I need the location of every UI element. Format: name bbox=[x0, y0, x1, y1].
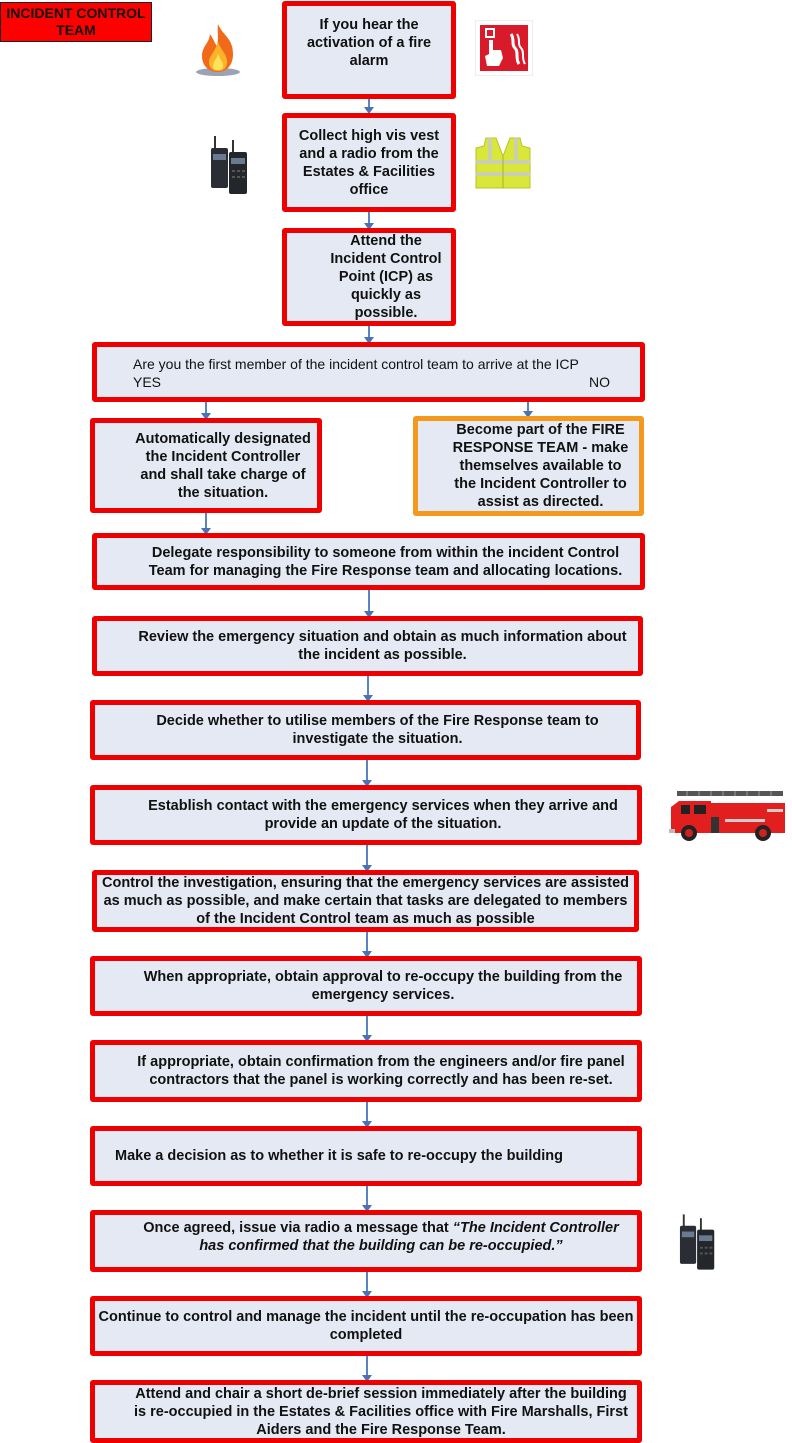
step-issue-radio-message bbox=[90, 1210, 642, 1272]
step-control-investigation bbox=[92, 870, 639, 932]
step-continue-control bbox=[90, 1296, 642, 1356]
step-text: When appropriate, obtain approval to re-occupy the building from the emergency services. bbox=[143, 969, 623, 1003]
step-attend-icp bbox=[282, 228, 456, 326]
step-designated-incident-controller bbox=[90, 418, 322, 513]
step-debrief-session bbox=[90, 1380, 642, 1443]
two-way-radio-icon bbox=[679, 1212, 719, 1272]
step-text: Establish contact with the emergency services when they arrive and provide an update of the situation. bbox=[148, 798, 618, 832]
step-text: Control the investigation, ensuring that the emergency services are assisted as much as possible, and make certain that tasks are delegated to members of the Incident Control team as much as possible bbox=[102, 875, 629, 927]
decision-question-text: Are you the first member of the incident control team to arrive at the ICP bbox=[133, 356, 579, 372]
step-text: Attend and chair a short de-brief session immediately after the building is re-occupied in the Estates & Facilities office with Fire Marshalls, First Aiders and the Fire Response Team. bbox=[134, 1385, 628, 1438]
flow-arrow bbox=[368, 590, 370, 616]
step-text: Make a decision as to whether it is safe to re-occupy the building bbox=[115, 1148, 563, 1164]
step-decide-fire-response bbox=[90, 700, 641, 760]
step-join-fire-response-team bbox=[413, 416, 644, 516]
step-text: Automatically designated the Incident Controller and shall take charge of the situation. bbox=[135, 430, 311, 501]
flow-arrow bbox=[366, 1102, 368, 1126]
fire-icon bbox=[193, 22, 243, 78]
step-text: Review the emergency situation and obtain as much information about the incident as possible. bbox=[138, 629, 627, 663]
flow-arrow bbox=[366, 1272, 368, 1296]
step-text: Collect high vis vest and a radio from the Estates & Facilities office bbox=[298, 127, 440, 198]
step-review-situation bbox=[92, 616, 643, 676]
step-text: Attend the Incident Control Point (ICP) as quickly as possible. bbox=[330, 233, 442, 321]
step-text: Delegate responsibility to someone from within the incident Control Team for managing the Fire Response team and allocating locations. bbox=[148, 544, 623, 579]
decision-first-member bbox=[92, 342, 645, 402]
step-text: If you hear the activation of a fire alarm bbox=[306, 17, 432, 69]
step-hear-fire-alarm bbox=[282, 1, 456, 99]
flow-arrow-no bbox=[527, 402, 529, 416]
step-decide-safe-reoccupy bbox=[90, 1126, 642, 1186]
step-panel-confirmation bbox=[90, 1040, 642, 1102]
flow-arrow bbox=[366, 1356, 368, 1380]
step-text bbox=[135, 1219, 627, 1255]
flow-arrow bbox=[366, 1186, 368, 1210]
flow-arrow bbox=[366, 932, 368, 956]
step-delegate-responsibility bbox=[92, 533, 645, 590]
decision-yes-label: YES bbox=[133, 374, 162, 390]
flow-arrow bbox=[368, 326, 370, 342]
high-vis-vest-icon bbox=[474, 136, 532, 190]
two-way-radio-icon bbox=[210, 134, 252, 196]
radio-message-quote: “The Incident Controller has confirmed that the building can be re-occupied.” bbox=[199, 1220, 619, 1254]
step-contact-emergency-services bbox=[90, 785, 642, 845]
flow-arrow bbox=[367, 676, 369, 700]
flow-arrow bbox=[368, 212, 370, 228]
flow-arrow bbox=[205, 513, 207, 533]
step-collect-vest-radio bbox=[282, 113, 456, 212]
decision-no-label: NO bbox=[589, 374, 610, 390]
step-text: Become part of the FIRE RESPONSE TEAM - make themselves available to the Incident Controller to assist as directed. bbox=[452, 422, 629, 510]
step-text: If appropriate, obtain confirmation from the engineers and/or fire panel contractors that the panel is working correctly and has been re-set. bbox=[137, 1054, 625, 1088]
flow-arrow-yes bbox=[205, 402, 207, 418]
step-obtain-reoccupy-approval bbox=[90, 956, 642, 1016]
step-text-prefix: Once agreed, issue via radio a message that bbox=[143, 1220, 453, 1236]
flow-arrow bbox=[366, 845, 368, 870]
incident-control-team-title: INCIDENT CONTROL TEAM bbox=[0, 2, 152, 42]
fire-engine-icon bbox=[667, 789, 791, 845]
step-text: Decide whether to utilise members of the Fire Response team to investigate the situation. bbox=[156, 713, 599, 747]
step-text: Continue to control and manage the incident until the re-occupation has been completed bbox=[98, 1309, 634, 1343]
fire-alarm-call-point-icon bbox=[475, 20, 533, 76]
flow-arrow bbox=[366, 760, 368, 785]
flow-arrow bbox=[366, 1016, 368, 1040]
flow-arrow bbox=[368, 99, 370, 112]
